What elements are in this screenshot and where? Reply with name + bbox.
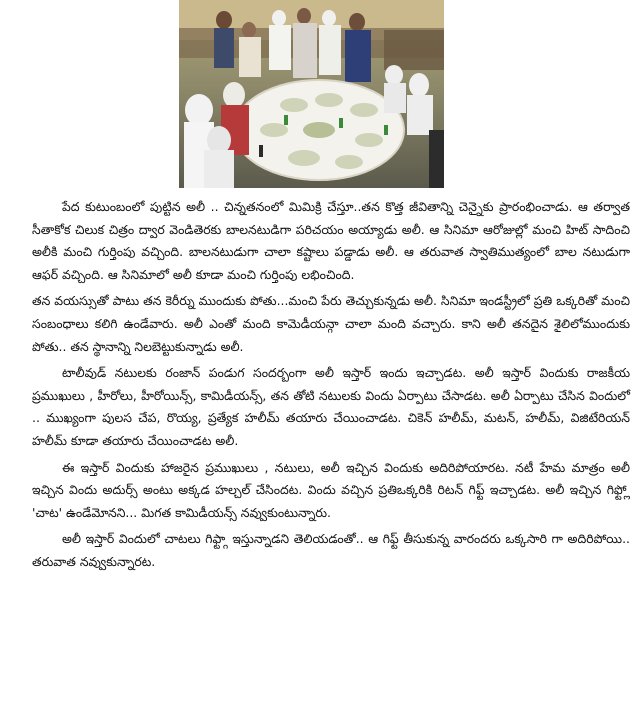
paragraph-2: తన వయస్సుతో పాటు తన కెరీర్ను ముందుకు పోతు...మంచి పేరు తెచ్చుకున్నడు అలీ. సినిమా ఇండస్ట్రీలో ప్రతి ఒక్కరితో మంచి సంబంధాలు కలిగి ఉండేవారు. అలీ ఎంతో మంది కామెడీయన్గా చాలా మంది వచ్చారు. కాని అలీ తనదైన శైలిలోముందుకు పోతు.. తన స్థానాన్ని నిలబెట్టుకున్నాడు అలీ. xyxy=(32,293,630,354)
iftar-party-photo xyxy=(179,0,444,188)
paragraph-1: పేద కుటుంబంలో పుట్టిన అలీ .. చిన్నతనంలో మిమిక్రి చేస్తూ..తన కొత్త జీవితాన్ని చెన్నైకు ప్రారంభించాడు. ఆ తర్వాత సీతాకోక చిలుక చిత్రం ద్వార వెండితెరకు బాలనటుడిగా పరిచయం అయ్యాడు అలీ. ఆ సినిమా ఆరోజుల్లో మంచి హిట్ సాదించి అలీకి మంచి గుర్తింపు వచ్చింది. బాలనటుడుగా చాలా కష్టాలు పడ్డాడు అలీ. ఆ తరువాత స్వాతిముత్యంలో బాల నటుడుగా ఆఫర్ వచ్చింది. ఆ సినిమాలో అలీ కూడా మంచి గుర్తింపు లభించింది. xyxy=(32,199,630,282)
paragraph-4: ఈ ఇస్తార్ విందుకు హాజరైన ప్రముఖులు , నటులు, అలీ ఇచ్చిన విందుకు అదిరిపోయారట. నటీ హేమ మాత్రం అలీ ఇచ్చిన విందు అదుర్స్ అంటు అక్కడ హల్చల్ చేసిందట. విందు వచ్చిన ప్రతిఒక్కరికి రిటన్ గిఫ్ట్ ఇచ్చాడట. అలీ ఇచ్చిన గిఫ్ట్లో 'చాట' ఉండేమోనని... మిగత కామిడీయన్స్ నవ్వుకుంటున్నారు. xyxy=(32,459,630,520)
article-photo xyxy=(179,0,444,188)
article-body xyxy=(32,196,630,578)
paragraph-5: అలీ ఇస్తార్ విందులో చాటలు గిఫ్ట్గా ఇస్తున్నాడని తెలియడంతో.. ఆ గిఫ్ట్ తీసుకున్న వారందరు ఒక్కసారి గా అదిరిపోయి.. తరువాత నవ్వుకున్నారట. xyxy=(32,531,630,569)
paragraph-3: టాలీవుడ్ నటులకు రంజాన్ పండుగ సందర్బంగా అలీ ఇస్తార్ ఇందు ఇచ్చాడట. అలీ ఇస్తార్ విందుకు రాజకీయ ప్రముఖులు , హీరోలు, హీరోయిన్స్, కామిడీయన్స్, తన తోటి నటులకు విందు ఏర్పాటు చేసాడట. అలీ ఏర్పాటు చేసిన విందులో .. ముఖ్యంగా పులస చేప, రొయ్య, ప్రత్యేక హలీమ్ తయారు చేయించాడట. చికెన్ హలీమ్, మటన్, హలీమ్, విజిటేరియన్ హలీమ్ కూడా తయారు చేయించాడట అలీ. xyxy=(32,365,630,448)
